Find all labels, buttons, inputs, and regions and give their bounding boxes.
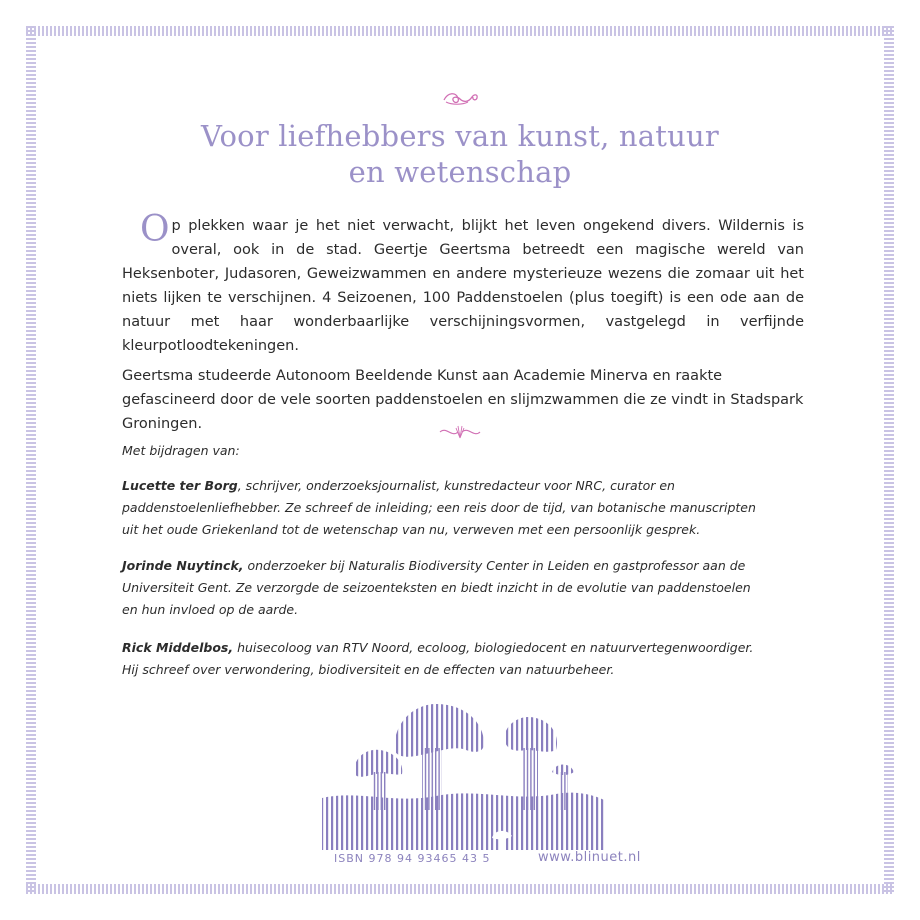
filigree-icon xyxy=(436,423,484,441)
contributor-name: Rick Middelbos, xyxy=(122,640,234,655)
contributor-desc: en hun invloed op de aarde. xyxy=(122,602,299,617)
border-left xyxy=(26,26,36,894)
contributor-name: Lucette ter Borg xyxy=(122,478,238,493)
isbn-number: ISBN 978 94 93465 43 5 xyxy=(334,852,491,865)
title-line-1: Voor liefhebbers van kunst, natuur xyxy=(201,119,719,153)
contributor-1 xyxy=(122,475,802,541)
contributor-desc: onderzoeker bij Naturalis Biodiversity Center in Leiden en gastprofessor aan de xyxy=(243,558,746,573)
drop-cap: O xyxy=(140,209,170,250)
bio-paragraph: Geertsma studeerde Autonoom Beeldende Kunst aan Academie Minerva en raakte gefascineerd door de vele soorten paddenstoelen en slijmzwammen die ze vindt in Stadspark Groningen. xyxy=(122,368,804,432)
border-top xyxy=(26,26,894,36)
contributions-intro: Met bijdragen van: xyxy=(122,443,240,458)
contributor-desc: Hij schreef over verwondering, biodiversiteit en de effecten van natuurbeheer. xyxy=(122,662,615,677)
page-title xyxy=(120,118,800,190)
contributor-desc: Universiteit Gent. Ze verzorgde de seizoenteksten en biedt inzicht in de evolutie van paddenstoelen xyxy=(122,580,751,595)
border-bottom xyxy=(26,884,894,894)
contributor-desc: huisecoloog van RTV Noord, ecoloog, biologiedocent en natuurvertegenwoordiger. xyxy=(233,640,754,655)
contributor-desc: , schrijver, onderzoeksjournalist, kunstredacteur voor NRC, curator en xyxy=(237,478,675,493)
contributor-name: Jorinde Nuytinck, xyxy=(122,558,244,573)
website-link[interactable]: www.blinuet.nl xyxy=(538,850,641,865)
title-line-2: en wetenschap xyxy=(348,155,572,189)
contributor-desc: paddenstoelenliefhebber. Ze schreef de inleiding; een reis door de tijd, van botanische manuscripten xyxy=(122,500,756,515)
flourish-icon xyxy=(438,88,482,108)
border-right xyxy=(884,26,894,894)
mushroom-barcode-icon xyxy=(316,700,606,862)
contributor-3 xyxy=(122,637,802,681)
contributor-desc: uit het oude Griekenland tot de wetenschap van nu, verweven met een persoonlijk gesprek. xyxy=(122,522,701,537)
intro-text: p plekken waar je het niet verwacht, blijkt het leven ongekend divers. Wildernis is overal, ook in de stad. Geertje Geertsma betreedt een magische wereld van Heksenboter, Judasoren, Geweizwammen en andere mysterieuze wezens die zomaar uit het niets lijken te verschijnen. 4 Seizoenen, 100 Paddenstoelen (plus toegift) is een ode aan de natuur met haar wonderbaarlijke verschijningsvormen, vastgelegd in verfijnde kleurpotloodtekeningen. xyxy=(122,218,804,354)
contributor-2 xyxy=(122,555,802,621)
intro-paragraph xyxy=(122,209,804,358)
